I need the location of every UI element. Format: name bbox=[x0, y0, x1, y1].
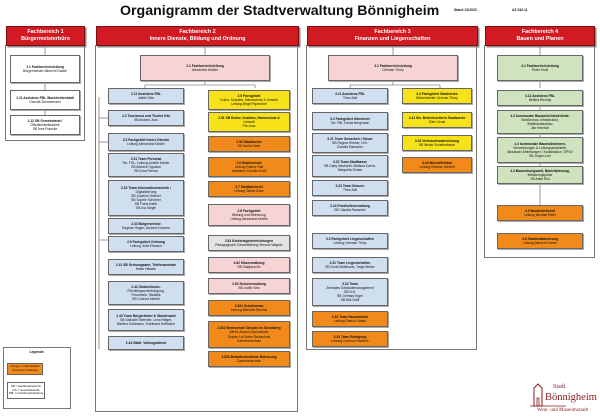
org-unit-line: Jan Heinrich bbox=[530, 126, 550, 131]
org-unit-line: Leitung Dietmar Schmid bbox=[419, 165, 455, 169]
org-unit-line: SB Gerhard Kiger bbox=[336, 294, 364, 299]
org-unit-line: Ganerbenschule bbox=[236, 338, 262, 343]
org-unit-line: Leitung Tanita Oster bbox=[234, 189, 264, 193]
org-unit-line: Thea Zaft bbox=[342, 96, 358, 100]
org-unit-line: SB Nathalie Semmler, Lena Rieger, bbox=[120, 317, 172, 322]
org-unit-line: 2.1 Fachbereichsleitung bbox=[186, 63, 224, 68]
org-unit-2-1 bbox=[140, 55, 270, 81]
logo-name: Bönnigheim bbox=[545, 392, 597, 403]
org-unit-line: SB Anke Rist bbox=[530, 177, 550, 182]
org-unit-3-41 bbox=[402, 112, 472, 128]
fb4-header: Fachbereich 4 Bauen und Planen bbox=[485, 26, 595, 46]
logo-stadt: Stadt bbox=[553, 384, 566, 390]
page-title: Organigramm der Stadtverwaltung Bönnigheim bbox=[120, 3, 440, 19]
org-unit-line: SB Doris Mühlbauer, Tanja Weber bbox=[325, 265, 375, 269]
org-unit-2-43 bbox=[108, 309, 184, 331]
org-unit-2-32 bbox=[108, 180, 184, 216]
legend-line: SB = Sachbearbeiter*in bbox=[10, 384, 42, 389]
org-unit-line: SB Regina Hübner, N.N. bbox=[332, 140, 368, 145]
org-unit-line: Öffentlichkeitsarbeit bbox=[30, 122, 60, 127]
org-unit-line: SB Frank Barth bbox=[134, 202, 158, 207]
org-unit-line: 1.11 Assistenz FBL /Nachrichtenblatt bbox=[16, 95, 74, 100]
legend-line: GS = Geschäftsstelle bbox=[12, 387, 40, 392]
org-unit-line: 3.32 Team bbox=[342, 281, 358, 286]
org-unit-line: Dagmar Hagen, Andrea Krumme bbox=[121, 226, 170, 230]
org-unit-line: 3.22 Team Stadtkasse bbox=[332, 159, 368, 164]
legend bbox=[3, 347, 71, 409]
org-unit-line: Vermessungen & Leitungsauskünfte, bbox=[513, 145, 567, 150]
org-unit-2-832 bbox=[208, 321, 290, 348]
org-unit-line: Leitung Birgit Papendorf bbox=[231, 102, 267, 107]
org-unit-3-22 bbox=[312, 155, 388, 177]
org-unit-line: 2.8 Fachgebiet bbox=[237, 208, 261, 213]
org-unit-2-42 bbox=[108, 281, 184, 305]
org-unit-2-7 bbox=[208, 181, 290, 197]
org-unit-line: Peter Knoll bbox=[531, 68, 549, 72]
org-unit-4-11 bbox=[497, 90, 583, 106]
org-unit-2-52 bbox=[208, 136, 290, 152]
org-unit-line: Leitung German Thüry bbox=[333, 241, 367, 245]
fb2-header: Fachbereich 2 Innere Dienste, Bildung und Ordnung bbox=[96, 26, 299, 46]
org-unit-line: Leitung Albrecht Harrer bbox=[523, 241, 557, 245]
org-unit-line: 1.1 Fachbereichsleitung bbox=[26, 64, 64, 69]
org-unit-3-31 bbox=[312, 257, 388, 273]
org-unit-line: 3.3 Fachgebiet Liegenschaften bbox=[325, 236, 374, 241]
legend-item-abbreviations bbox=[7, 382, 45, 399]
org-unit-3-23 bbox=[312, 180, 388, 196]
fb1-header: Fachbereich 1 Bürgermeisterbüro bbox=[6, 26, 85, 46]
org-unit-line: Leitung Manuela Reichel bbox=[230, 308, 268, 312]
org-unit-line: 2.52 Stadtarchiv bbox=[236, 139, 262, 144]
legend-title: Legende: bbox=[29, 350, 45, 354]
org-unit-line: 2.41 SB Ordnungsamt, Telefonzentrale bbox=[115, 262, 177, 267]
org-unit-2-41 bbox=[108, 259, 184, 275]
org-unit-line: Leitung Michael Ritter bbox=[524, 213, 556, 217]
org-unit-line: 4.11 Assistenz FBL bbox=[525, 93, 555, 98]
org-unit-line: SB Adriane Oguzlan bbox=[131, 165, 161, 169]
org-unit-line: 3.31 Team Liegenschaften bbox=[329, 260, 371, 265]
org-unit-line: 2.2 Tourismus und Tourist Info bbox=[122, 113, 170, 118]
org-unit-3-33 bbox=[312, 311, 388, 327]
org-unit-3-34 bbox=[312, 331, 388, 347]
org-unit-line: 2.32 Team Informationstechnik / bbox=[121, 185, 171, 190]
org-unit-line: Flüchtlingsunterbringung, bbox=[127, 288, 165, 293]
org-unit-line: Ganerbenschule bbox=[236, 359, 262, 363]
org-unit-2-33 bbox=[108, 218, 184, 234]
legend-line: Orange = Außenstellen bbox=[10, 364, 40, 369]
org-unit-line: Assistenz Claudia Knöll bbox=[231, 169, 267, 174]
org-unit-line: SB Gaby Neubarth, Melissa Zorher, bbox=[323, 163, 377, 168]
org-unit-line: Bürgermeister Albrecht Dautel bbox=[23, 69, 67, 73]
fb3-header: Fachbereich 3 Finanzen und Liegenschaften bbox=[307, 26, 478, 46]
org-unit-line: 2.6 Fachgebiet Ordnung bbox=[127, 239, 165, 244]
org-unit-3-1 bbox=[328, 55, 458, 81]
org-unit-line: 2.44 Städt. Vollzugsdienst bbox=[125, 340, 167, 345]
org-unit-2-82 bbox=[208, 257, 290, 273]
org-unit-line: Leitung Julia Ehmann bbox=[130, 244, 162, 248]
org-unit-line: Alfred-Amann-Gymnasium bbox=[229, 330, 269, 335]
org-unit-4-1 bbox=[497, 55, 583, 81]
org-unit-line: 3.42 Verbrauchsabrechnung bbox=[414, 138, 460, 143]
org-unit-line: Ellen Grust bbox=[428, 120, 446, 124]
org-unit-line: SB Ina Siegle bbox=[136, 206, 156, 211]
org-unit-4-2 bbox=[497, 110, 583, 134]
org-unit-line: 2.5 Fachgebiet bbox=[237, 93, 261, 98]
org-unit-line: Pädagogische Gesamtleitung Simone Wagner bbox=[215, 243, 283, 247]
org-unit-line: Leitung Alexandra Kindler bbox=[127, 142, 165, 146]
org-unit-line: 3.1 Fachbereichsleitung bbox=[374, 63, 412, 68]
org-unit-line: Martina Goldmann, Edeltraud Hoffmann bbox=[116, 322, 176, 327]
org-unit-line: 3.24 Friedhofsverwaltung bbox=[330, 203, 370, 208]
org-unit-line: Umwelt bbox=[243, 119, 255, 124]
legend-item-orange bbox=[7, 363, 43, 375]
org-unit-3-11 bbox=[312, 88, 388, 104]
org-unit-2-83 bbox=[208, 278, 290, 294]
org-unit-3-24 bbox=[312, 200, 388, 216]
org-unit-3-42 bbox=[402, 135, 472, 151]
org-unit-2-31 bbox=[108, 153, 184, 177]
org-unit-line: 2.831 Schulmensa bbox=[234, 303, 264, 308]
org-unit-line: 2.83 Schulverwaltung bbox=[232, 281, 266, 286]
org-unit-line: 3.41 Stv. Betriebsleiterin Stadtwerke bbox=[408, 115, 466, 120]
org-unit-line: 4.6 Stadtentwässerung bbox=[522, 236, 558, 241]
org-unit-line: SB Jürgen Lee bbox=[529, 154, 551, 159]
org-unit-1-12 bbox=[10, 115, 80, 135]
org-unit-line: 3.21 Team Gewerbeh / Steuer bbox=[327, 136, 373, 141]
org-unit-line: 4.2 kommunale Bauaufsichtsbehörde, bbox=[510, 113, 570, 118]
org-unit-line: German Thüry bbox=[382, 68, 404, 72]
org-unit-line: Digitalisierung bbox=[135, 189, 157, 194]
org-unit-line: Abwasser-Einleitungen / Kanalisation, ÖPNV bbox=[507, 150, 573, 154]
org-unit-4-4 bbox=[497, 166, 583, 184]
org-unit-2-51 bbox=[208, 112, 290, 132]
org-unit-line: Leitung Patrick Gaiser bbox=[333, 319, 367, 323]
org-unit-line: 2.3 Fachgebiet Innere Dienste bbox=[122, 137, 170, 142]
org-unit-line: SB Corinna Merkel bbox=[132, 297, 160, 302]
org-unit-2-5 bbox=[208, 90, 290, 110]
org-unit-line: SB Judith Seiz bbox=[238, 286, 260, 290]
logo-tagline: Wein- und Museumsstadt bbox=[537, 408, 588, 413]
org-unit-line: Heike Hässler bbox=[135, 267, 157, 271]
org-unit-2-831 bbox=[208, 300, 290, 316]
org-unit-2-44 bbox=[108, 336, 184, 350]
org-unit-3-32 bbox=[312, 278, 388, 306]
org-unit-line: 3.33 Team Hausmeister bbox=[331, 314, 369, 319]
org-unit-3-3 bbox=[312, 233, 388, 249]
org-unit-3-2 bbox=[312, 112, 388, 130]
org-unit-line: 2.43 Team Bürgerämter & Standesamt bbox=[116, 313, 176, 318]
org-unit-line: Leitung Corinna Pawlicek bbox=[331, 339, 369, 343]
stand-date: Stand 12/2023 bbox=[454, 8, 477, 12]
org-unit-line: Thea Zaft bbox=[342, 188, 358, 192]
org-unit-line: SB Sophie Schömer bbox=[131, 198, 161, 202]
org-unit-line: SB Sladjana Ilic bbox=[237, 265, 261, 269]
org-unit-line: SB Claudia Rauscher bbox=[334, 208, 366, 212]
org-unit-4-3 bbox=[497, 137, 583, 163]
org-unit-1-11 bbox=[10, 90, 80, 110]
org-unit-3-21 bbox=[312, 133, 388, 153]
org-unit-line: Sophie La Roche Realschule bbox=[227, 334, 271, 339]
org-unit-line: SB Ilona Pernos bbox=[134, 169, 158, 174]
org-unit-line: Bettina Ruchay bbox=[528, 98, 552, 102]
org-unit-line: Pia Joos bbox=[242, 124, 256, 129]
org-unit-2-2 bbox=[108, 110, 184, 126]
org-unit-2-8 bbox=[208, 204, 290, 226]
org-unit-line: Feuerwehr, Statistik bbox=[131, 293, 161, 297]
org-unit-line: Leitung Alexandra Kindler bbox=[230, 217, 268, 222]
legend-line: Dezentral zuständig bbox=[12, 368, 38, 372]
org-unit-line: 2.82 Kitaverwaltung bbox=[233, 260, 265, 265]
org-unit-line: 2.11 Assistenz FBL bbox=[131, 91, 161, 96]
org-unit-2-833 bbox=[208, 351, 290, 367]
org-unit-3-43 bbox=[402, 157, 472, 173]
org-unit-2-6 bbox=[108, 236, 184, 252]
org-unit-line: 2.6 Musikschule bbox=[236, 160, 262, 165]
org-unit-line: 2.7 Stadtbücherei bbox=[235, 184, 263, 189]
org-unit-line: SB Tanita Oster bbox=[237, 144, 261, 148]
org-unit-line: 2.833 Bedarfsorientierte Betreuung bbox=[221, 354, 277, 359]
org-unit-line: 4.5 Baubetriebshof bbox=[525, 208, 555, 213]
org-unit-line: 2.832 Betreuende Schulen im Stromberg bbox=[217, 326, 281, 331]
org-unit-line: SB Joachim Gärtner bbox=[131, 193, 161, 198]
org-unit-line: 2.51 SB Kultur, Soziales, Naturschutz & bbox=[218, 115, 280, 120]
org-unit-line: SB N.N. bbox=[344, 289, 356, 294]
org-unit-line: Judith Seiz bbox=[137, 96, 155, 100]
org-unit-line: SB Nicole Schellenbauer bbox=[418, 143, 456, 147]
org-unit-line: SB Ines Franzke bbox=[32, 127, 58, 132]
org-unit-line: Kultur, Soziales, Naturschutz & Umwelt bbox=[220, 97, 278, 102]
org-unit-line: SB Andrea Joos bbox=[134, 118, 158, 122]
org-unit-line: 2.81 Kindertageseinrichtungen bbox=[224, 238, 274, 243]
org-unit-line: 2.33 Bürgerservice bbox=[131, 221, 161, 226]
org-unit-line: Bildung und Betreuung bbox=[232, 212, 266, 217]
org-unit-line: 4.3 kommunale Baumaßnahmen, bbox=[514, 141, 566, 146]
org-unit-line: Stv. FGL: Leitung Amelie Zeisler bbox=[122, 160, 170, 165]
org-unit-line: 3.4 Fachgebiet Stadtwerke bbox=[416, 91, 458, 96]
org-unit-line: 2.31 Team Personal bbox=[130, 156, 162, 161]
org-unit-2-11 bbox=[108, 88, 184, 104]
org-unit-line: Claudia Rauscher bbox=[336, 145, 364, 150]
org-unit-line: 3.23 Team Steuern bbox=[335, 183, 365, 188]
org-unit-3-4 bbox=[402, 88, 472, 104]
org-unit-line: Leitung Rainer Falk bbox=[234, 164, 264, 169]
org-unit-line: Margarita Geiser bbox=[337, 168, 363, 173]
org-unit-line: 3.34 Team Reinigung bbox=[333, 334, 367, 339]
org-unit-2-81 bbox=[208, 235, 290, 251]
org-unit-line: Straßenbau, Infrastruktur, bbox=[521, 117, 559, 122]
org-unit-2-3 bbox=[108, 133, 184, 151]
org-unit-line: 3.11 Assistenz FBL bbox=[335, 91, 365, 96]
org-unit-line: 2.42 Obdachlosen- bbox=[131, 284, 161, 289]
org-unit-line: 3.2 Fachgebiet Kämmerei bbox=[330, 116, 370, 121]
org-unit-line: SB Nils Dröll bbox=[340, 298, 360, 303]
file-reference: AZ 042.11 bbox=[512, 8, 528, 12]
org-unit-line: Betriebsleiter German Thüry bbox=[416, 96, 458, 100]
org-unit-line: 1.12 SB Gemeinderat / bbox=[27, 118, 63, 123]
org-unit-line: Breitbandausbau bbox=[527, 122, 553, 126]
org-unit-line: Bebauungspläne bbox=[527, 172, 553, 177]
org-unit-line: 4.4 Bauordnungsamt, Bauleitplanung, bbox=[510, 168, 570, 173]
org-unit-line: Zentrales Gebäudemanagement bbox=[326, 285, 374, 290]
org-unit-line: Alexandra Kindler bbox=[191, 68, 219, 72]
legend-line: FBL = Fachbereichsleitung bbox=[8, 391, 44, 396]
org-unit-2-6-musikschule bbox=[208, 157, 290, 177]
org-unit-1-1 bbox=[10, 55, 80, 83]
org-unit-4-6 bbox=[497, 233, 583, 249]
org-unit-line: 4.1 Fachbereichsleitung bbox=[521, 63, 559, 68]
org-unit-line: Claudia Zimmermann bbox=[29, 100, 61, 104]
org-unit-line: Stv. FBL Tobias Bergmann bbox=[330, 121, 370, 125]
org-unit-line: 3.43 Mineralfreibad bbox=[422, 160, 452, 165]
org-unit-4-5 bbox=[497, 205, 583, 221]
